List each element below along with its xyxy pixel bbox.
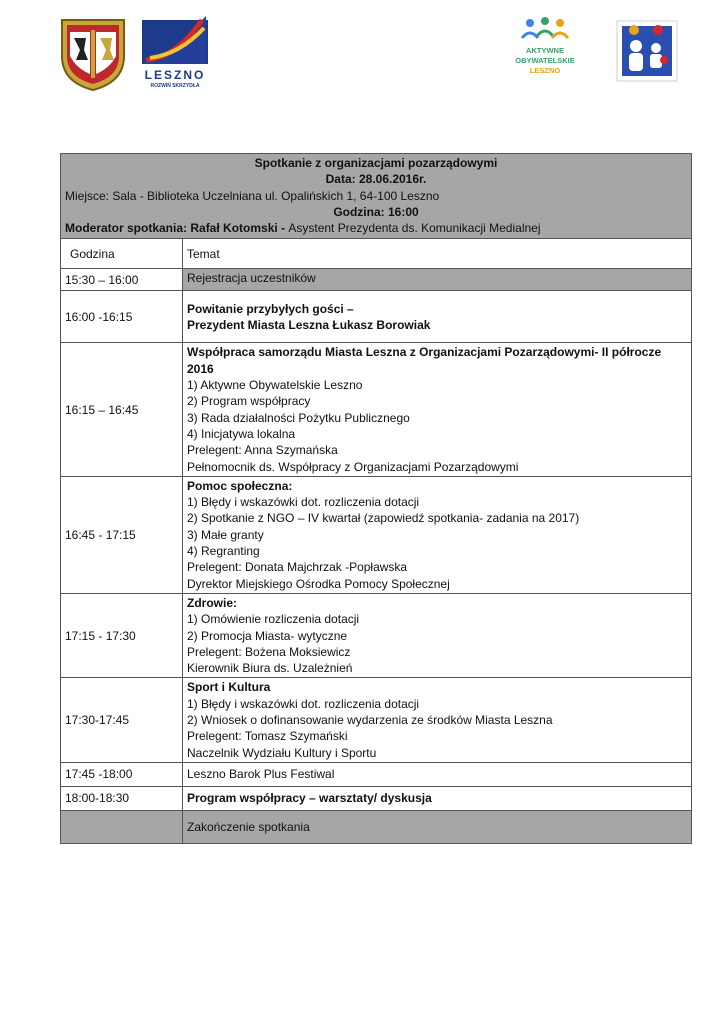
table-row — [61, 269, 692, 291]
meeting-time: Godzina: 16:00 — [333, 204, 419, 219]
topic-line: Rejestracja uczestników — [187, 271, 316, 286]
topic-line: Prelegent: Donata Majchrzak -Popławska — [187, 560, 408, 575]
row-topic — [183, 786, 692, 810]
table-row — [61, 786, 692, 810]
column-header-topic: Temat — [183, 239, 692, 269]
table-row — [61, 678, 692, 762]
row-topic — [183, 810, 692, 843]
meeting-place: Miejsce: Sala - Biblioteka Uczelniana ul. Opalińskich 1, 64-100 Leszno — [65, 188, 440, 203]
table-header-row — [61, 154, 692, 239]
table-row — [61, 476, 692, 593]
row-topic — [183, 343, 692, 476]
meeting-date: Data: 28.06.2016r. — [325, 172, 427, 187]
topic-line: Kierownik Biura ds. Uzależnień — [187, 661, 353, 676]
row-topic — [183, 678, 692, 762]
moderator-label: Moderator spotkania: Rafał Kotomski - — [65, 221, 289, 236]
topic-line: 1) Błędy i wskazówki dot. rozliczenia dotacji — [187, 495, 420, 510]
table-row — [61, 593, 692, 677]
topic-line: Leszno Barok Plus Festiwal — [187, 767, 335, 782]
topic-line: Naczelnik Wydziału Kultury i Sportu — [187, 745, 377, 760]
topic-line: 2) Wniosek o dofinansowanie wydarzenia ze środków Miasta Leszna — [187, 713, 553, 728]
meeting-title: Spotkanie z organizacjami pozarządowymi — [254, 156, 498, 170]
topic-line: 2) Spotkanie z NGO – IV kwartał (zapowiedź spotkania- zadania na 2017) — [187, 511, 580, 526]
aol-logo-line3: LESZNO — [529, 66, 561, 75]
column-header-time: Godzina — [61, 239, 183, 269]
aol-logo-line2: OBYWATELSKIE — [515, 56, 575, 65]
topic-line: 3) Rada działalności Pożytku Publicznego — [187, 410, 410, 425]
topic-heading: Pomoc społeczna: — [187, 478, 293, 493]
table-row — [61, 810, 692, 843]
topic-line: Prelegent: Tomasz Szymański — [187, 729, 348, 744]
topic-line: Zakończenie spotkania — [187, 819, 310, 834]
topic-line: 1) Omówienie rozliczenia dotacji — [187, 612, 360, 627]
table-row — [61, 291, 692, 343]
row-topic — [183, 762, 692, 786]
topic-line: 2) Promocja Miasta- wytyczne — [187, 628, 348, 643]
topic-line: 1) Aktywne Obywatelskie Leszno — [187, 378, 363, 393]
row-time: 16:00 -16:15 — [61, 291, 183, 343]
ngo-people-logo — [616, 20, 678, 82]
meeting-info-cell — [61, 154, 692, 239]
topic-line: Prelegent: Bożena Moksiewicz — [187, 644, 351, 659]
topic-heading: Współpraca samorządu Miasta Leszna z Organizacjami Pozarządowymi- II półrocze 2016 — [187, 345, 662, 376]
topic-line: 2) Program współpracy — [187, 394, 311, 409]
topic-line: Prezydent Miasta Leszna Łukasz Borowiak — [187, 317, 431, 332]
topic-line: Program współpracy – warsztaty/ dyskusja — [187, 791, 432, 806]
topic-line: 3) Małe granty — [187, 527, 264, 542]
leszno-logo-text: LESZNO — [144, 68, 206, 82]
meeting-moderator — [65, 220, 687, 236]
topic-line: Pełnomocnik ds. Współpracy z Organizacjami Pozarządowymi — [187, 459, 519, 474]
topic-line: 4) Inicjatywa lokalna — [187, 426, 296, 441]
topic-line: Dyrektor Miejskiego Ośrodka Pomocy Społecznej — [187, 576, 450, 591]
city-crest-logo — [58, 16, 128, 92]
aktywne-obywatelskie-leszno-logo — [500, 16, 590, 78]
row-time: 17:15 - 17:30 — [61, 593, 183, 677]
row-time: 17:45 -18:00 — [61, 762, 183, 786]
topic-heading: Zdrowie: — [187, 595, 237, 610]
row-time — [61, 810, 183, 843]
agenda-table — [60, 153, 692, 844]
leszno-logo-subtext: ROZWIŃ SKRZYDŁA — [150, 83, 200, 89]
row-time: 17:30-17:45 — [61, 678, 183, 762]
table-row — [61, 343, 692, 476]
row-topic — [183, 593, 692, 677]
topic-heading: Sport i Kultura — [187, 680, 271, 695]
topic-line: Powitanie przybyłych gości – — [187, 301, 354, 316]
row-topic — [183, 476, 692, 593]
topic-line: Prelegent: Anna Szymańska — [187, 443, 338, 458]
topic-line: 4) Regranting — [187, 544, 260, 559]
table-row — [61, 762, 692, 786]
leszno-city-logo — [140, 14, 210, 92]
aol-logo-line1: AKTYWNE — [526, 46, 564, 55]
row-time: 16:45 - 17:15 — [61, 476, 183, 593]
row-time: 15:30 – 16:00 — [61, 269, 183, 291]
row-time: 18:00-18:30 — [61, 786, 183, 810]
row-time: 16:15 – 16:45 — [61, 343, 183, 476]
row-topic — [183, 291, 692, 343]
moderator-role: Asystent Prezydenta ds. Komunikacji Medialnej — [288, 221, 541, 236]
row-topic — [183, 269, 692, 291]
column-header-row — [61, 239, 692, 269]
topic-line: 1) Błędy i wskazówki dot. rozliczenia dotacji — [187, 696, 420, 711]
